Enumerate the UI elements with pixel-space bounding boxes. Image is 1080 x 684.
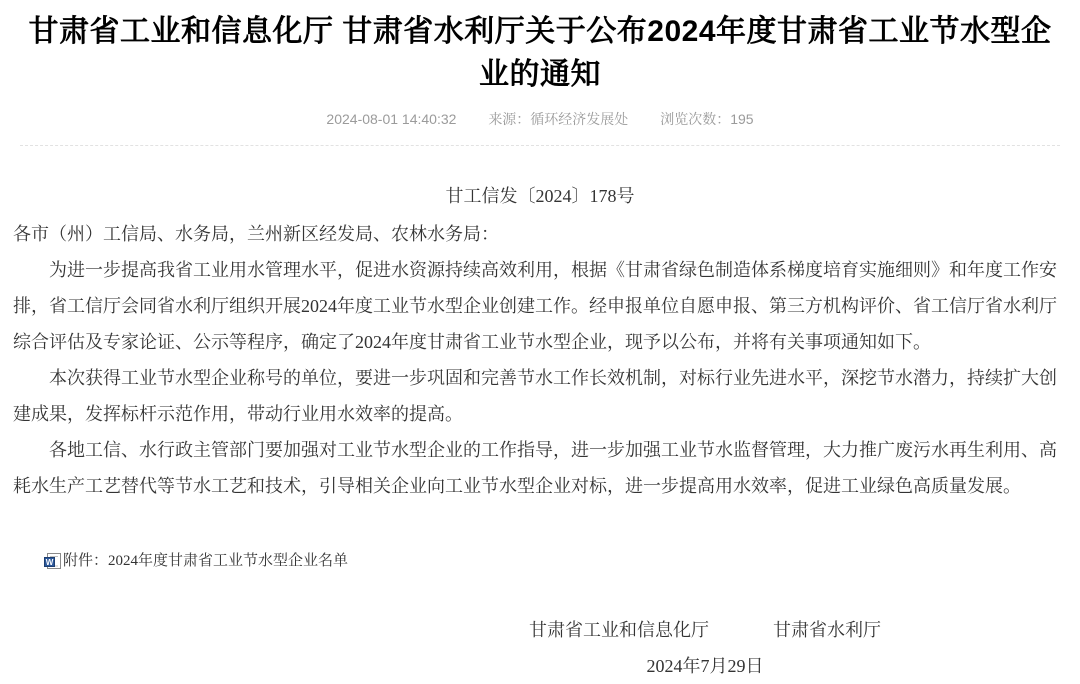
body-paragraph: 本次获得工业节水型企业称号的单位，要进一步巩固和完善节水工作长效机制，对标行业先进水平，深挖节水潜力，持续扩大创建成果，发挥标杆示范作用，带动行业用水效率的提高。 — [13, 368, 1057, 424]
signature-agencies — [343, 612, 1067, 648]
document-number: 甘工信发〔2024〕178号 — [445, 186, 635, 206]
salutation: 各市（州）工信局、水务局，兰州新区经发局、农林水务局： — [13, 224, 499, 244]
view-count: 浏览次数：195 — [660, 111, 754, 127]
article-body — [0, 178, 1080, 684]
word-doc-icon — [44, 553, 61, 570]
body-paragraph: 各地工信、水行政主管部门要加强对工业节水型企业的工作指导，进一步加强工业节水监督管理，大力推广废污水再生利用、高耗水生产工艺替代等节水工艺和技术，引导相关企业向工业节水型企业对标，进一步提高用水效率，促进工业绿色高质量发展。 — [13, 440, 1057, 496]
publish-datetime: 2024-08-01 14:40:32 — [326, 111, 457, 127]
signature-agency-2: 甘肃省水利厅 — [773, 620, 881, 640]
page-title: 甘肃省工业和信息化厅 甘肃省水利厅关于公布2024年度甘肃省工业节水型企业的通知 — [28, 15, 1052, 91]
attachment-link[interactable] — [44, 550, 348, 572]
attachment-label[interactable]: 附件：2024年度甘肃省工业节水型企业名单 — [63, 553, 349, 569]
body-paragraph: 为进一步提高我省工业用水管理水平，促进水资源持续高效利用，根据《甘肃省绿色制造体系梯度培育实施细则》和年度工作安排，省工信厅会同省水利厅组织开展2024年度工业节水型企业创建工作。经申报单位自愿申报、第三方机构评价、省工信厅省水利厅综合评估及专家论证、公示等程序，确定了2024年度甘肃省工业节水型企业，现予以公布，并将有关事项通知如下。 — [13, 260, 1057, 352]
signature-agency-1: 甘肃省工业和信息化厅 — [529, 620, 709, 640]
signature-block — [343, 612, 1067, 684]
header-divider — [20, 145, 1060, 146]
svg-text:W: W — [45, 557, 54, 567]
article-meta — [20, 109, 1060, 129]
source-text: 来源：循环经济发展处 — [488, 111, 629, 127]
signature-date: 2024年7月29日 — [646, 656, 764, 676]
article-header — [0, 0, 1080, 146]
